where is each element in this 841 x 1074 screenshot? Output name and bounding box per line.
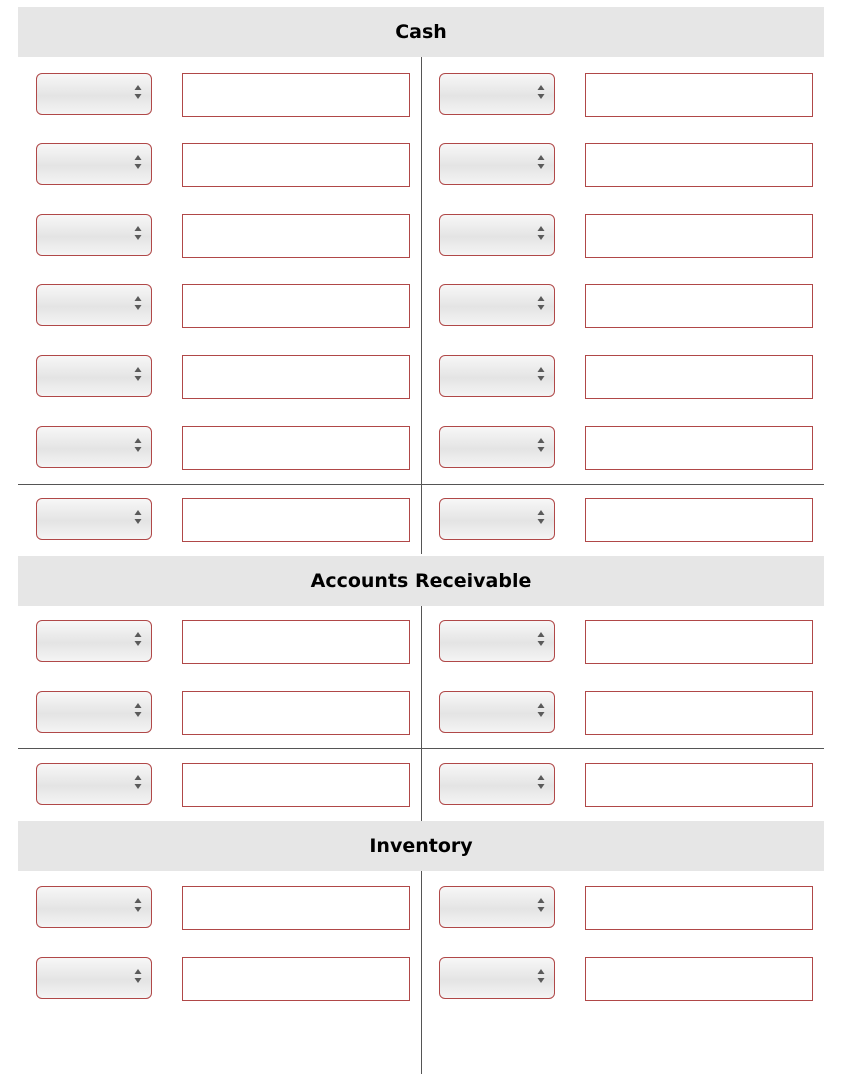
up-down-chevron-icon xyxy=(134,366,142,386)
debit-account-select[interactable] xyxy=(36,620,152,662)
up-down-chevron-icon xyxy=(537,897,545,917)
credit-amount-input[interactable] xyxy=(585,284,813,328)
t-account-2 xyxy=(18,821,824,1074)
credit-account-select[interactable] xyxy=(439,620,555,662)
credit-account-select[interactable] xyxy=(439,426,555,468)
up-down-chevron-icon xyxy=(537,774,545,794)
up-down-chevron-icon xyxy=(537,631,545,651)
credit-account-select[interactable] xyxy=(439,763,555,805)
credit-amount-input[interactable] xyxy=(585,73,813,117)
t-account-body xyxy=(18,871,824,1074)
up-down-chevron-icon xyxy=(537,225,545,245)
entry-row xyxy=(18,426,824,470)
up-down-chevron-icon xyxy=(134,702,142,722)
credit-account-select[interactable] xyxy=(439,498,555,540)
credit-amount-input[interactable] xyxy=(585,355,813,399)
up-down-chevron-icon xyxy=(134,295,142,315)
credit-amount-input[interactable] xyxy=(585,691,813,735)
up-down-chevron-icon xyxy=(537,509,545,529)
debit-account-select[interactable] xyxy=(36,498,152,540)
up-down-chevron-icon xyxy=(537,437,545,457)
debit-amount-input[interactable] xyxy=(182,426,410,470)
up-down-chevron-icon xyxy=(537,295,545,315)
up-down-chevron-icon xyxy=(134,968,142,988)
credit-account-select[interactable] xyxy=(439,73,555,115)
up-down-chevron-icon xyxy=(134,897,142,917)
entry-row xyxy=(18,214,824,258)
credit-amount-input[interactable] xyxy=(585,886,813,930)
credit-account-select[interactable] xyxy=(439,886,555,928)
debit-amount-input[interactable] xyxy=(182,498,410,542)
debit-account-select[interactable] xyxy=(36,426,152,468)
up-down-chevron-icon xyxy=(537,366,545,386)
debit-amount-input[interactable] xyxy=(182,957,410,1001)
entry-row xyxy=(18,620,824,664)
up-down-chevron-icon xyxy=(134,774,142,794)
credit-amount-input[interactable] xyxy=(585,498,813,542)
up-down-chevron-icon xyxy=(134,225,142,245)
t-account-body xyxy=(18,57,824,554)
debit-amount-input[interactable] xyxy=(182,143,410,187)
up-down-chevron-icon xyxy=(134,509,142,529)
debit-amount-input[interactable] xyxy=(182,620,410,664)
debit-account-select[interactable] xyxy=(36,957,152,999)
up-down-chevron-icon xyxy=(537,154,545,174)
debit-account-select[interactable] xyxy=(36,143,152,185)
up-down-chevron-icon xyxy=(537,702,545,722)
account-title: Cash xyxy=(18,7,824,57)
t-account-total-rule xyxy=(18,484,824,485)
up-down-chevron-icon xyxy=(134,631,142,651)
t-account-0 xyxy=(18,7,824,554)
entry-row xyxy=(18,957,824,1001)
entry-row xyxy=(18,886,824,930)
entry-row xyxy=(18,763,824,807)
up-down-chevron-icon xyxy=(134,154,142,174)
up-down-chevron-icon xyxy=(134,437,142,457)
debit-amount-input[interactable] xyxy=(182,355,410,399)
entry-row xyxy=(18,498,824,542)
entry-row xyxy=(18,143,824,187)
credit-amount-input[interactable] xyxy=(585,957,813,1001)
debit-account-select[interactable] xyxy=(36,355,152,397)
debit-amount-input[interactable] xyxy=(182,284,410,328)
credit-amount-input[interactable] xyxy=(585,214,813,258)
debit-amount-input[interactable] xyxy=(182,73,410,117)
entry-row xyxy=(18,284,824,328)
account-title: Inventory xyxy=(18,821,824,871)
credit-account-select[interactable] xyxy=(439,284,555,326)
credit-account-select[interactable] xyxy=(439,957,555,999)
credit-account-select[interactable] xyxy=(439,214,555,256)
debit-amount-input[interactable] xyxy=(182,691,410,735)
credit-account-select[interactable] xyxy=(439,143,555,185)
debit-amount-input[interactable] xyxy=(182,763,410,807)
account-title: Accounts Receivable xyxy=(18,556,824,606)
debit-amount-input[interactable] xyxy=(182,886,410,930)
up-down-chevron-icon xyxy=(134,84,142,104)
debit-account-select[interactable] xyxy=(36,763,152,805)
credit-amount-input[interactable] xyxy=(585,620,813,664)
t-account-total-rule xyxy=(18,748,824,749)
debit-account-select[interactable] xyxy=(36,73,152,115)
credit-account-select[interactable] xyxy=(439,691,555,733)
up-down-chevron-icon xyxy=(537,968,545,988)
debit-amount-input[interactable] xyxy=(182,214,410,258)
up-down-chevron-icon xyxy=(537,84,545,104)
debit-account-select[interactable] xyxy=(36,214,152,256)
credit-amount-input[interactable] xyxy=(585,143,813,187)
credit-amount-input[interactable] xyxy=(585,763,813,807)
entry-row xyxy=(18,691,824,735)
debit-account-select[interactable] xyxy=(36,886,152,928)
debit-account-select[interactable] xyxy=(36,691,152,733)
debit-account-select[interactable] xyxy=(36,284,152,326)
entry-row xyxy=(18,355,824,399)
credit-amount-input[interactable] xyxy=(585,426,813,470)
credit-account-select[interactable] xyxy=(439,355,555,397)
entry-row xyxy=(18,73,824,117)
